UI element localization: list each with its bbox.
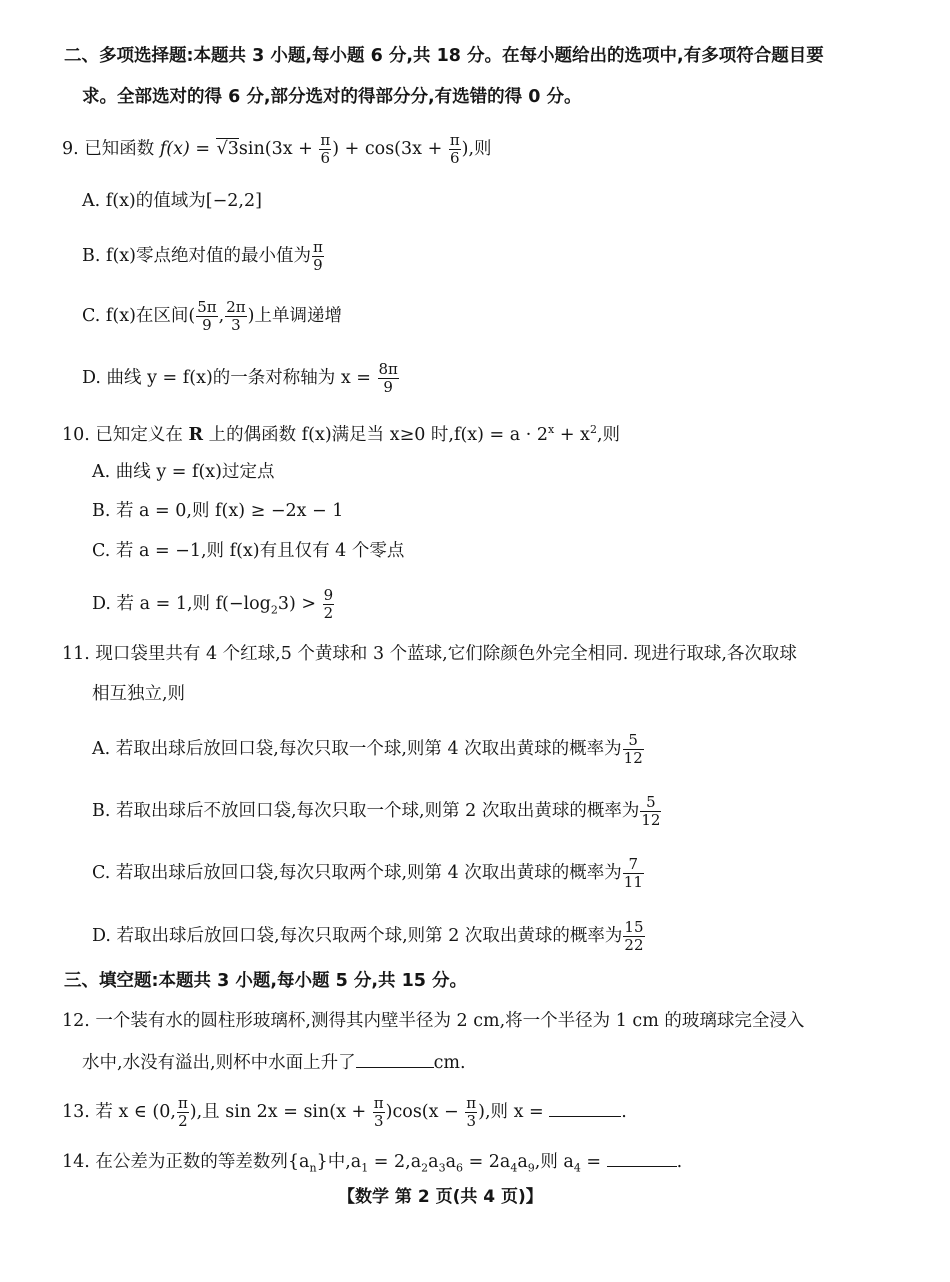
- question-9-stem: 9. 已知函数 f(x) = √3sin(3x + $\frac{\pi}{6}$ ) + cos(3x + $\frac{\pi}{6}$ ),则: [62, 131, 492, 167]
- answer-blank-12: [356, 1051, 434, 1068]
- question-11-option-d: D. 若取出球后放回口袋,每次只取两个球,则第 2 次取出黄球的概率为 $\frac{15}{22}$: [92, 918, 644, 954]
- question-10-option-a: A. 曲线 y = f(x)过定点: [92, 462, 275, 482]
- question-10-stem: 10. 已知定义在 R 上的偶函数 f(x)满足当 x≥0 时$,f(x) = a \cdot 2^x + x^2$,则: [62, 423, 621, 445]
- question-11-option-b: B. 若取出球后不放回口袋,每次只取一个球,则第 2 次取出黄球的概率为 $\frac{5}{12}$: [92, 793, 661, 829]
- question-9-option-b: B. f(x)零点绝对值的最小值为 $\frac{\pi}{9}$: [82, 238, 323, 274]
- section2-heading-line1: 二、多项选择题:本题共 3 小题,每小题 6 分,共 18 分。在每小题给出的选项中,有多项符合题目要: [64, 46, 824, 66]
- question-11-stem-line1: 11. 现口袋里共有 4 个红球,5 个黄球和 3 个蓝球,它们除颜色外完全相同. 现进行取球,各次取球: [62, 644, 797, 664]
- question-10-option-c: C. 若 a = −1,则 f(x)有且仅有 4 个零点: [92, 541, 405, 561]
- question-10-option-b: B. 若 a = 0,则 f(x) ≥ −2x − 1: [92, 501, 344, 521]
- page-footer: 【数学 第 2 页(共 4 页)】: [338, 1187, 543, 1207]
- question-10-option-d: D. 若 a = 1,则 $f(-\log_23)$ > $\frac{9}{2}$: [92, 586, 334, 622]
- question-12-line2: 水中,水没有溢出,则杯中水面上升了 cm.: [82, 1053, 466, 1073]
- question-11-option-a: A. 若取出球后放回口袋,每次只取一个球,则第 4 次取出黄球的概率为 $\frac{5}{12}$: [92, 731, 643, 767]
- section2-heading-line2: 求。全部选对的得 6 分,部分选对的得部分分,有选错的得 0 分。: [82, 87, 582, 107]
- question-11-stem-line2: 相互独立,则: [92, 684, 186, 704]
- question-9-option-a: A. f(x)的值域为[−2,2]: [82, 191, 262, 211]
- answer-blank-14: [607, 1150, 677, 1167]
- section3-heading: 三、填空题:本题共 3 小题,每小题 5 分,共 15 分。: [64, 971, 468, 991]
- question-12-line1: 12. 一个装有水的圆柱形玻璃杯,测得其内壁半径为 2 cm,将一个半径为 1 cm 的玻璃球完全浸入: [62, 1011, 805, 1031]
- question-9-option-c: C. f(x)在区间( $\frac{5\pi}{9}$ , $\frac{2\pi}{3}$ )上单调递增: [82, 298, 342, 334]
- question-9-option-d: D. 曲线 y = f(x)的一条对称轴为 x = $\frac{8\pi}{9}$: [82, 360, 398, 396]
- question-14: 14. 在公差为正数的等差数列$\{a_n\}$中$,a_1 = 2,a_2a_3a_6 = 2a_4a_9$,则 $a_4$ = .: [62, 1152, 683, 1175]
- question-13: 13. 若 x ∈ (0, $\frac{\pi}{2}$ ),且 sin 2x = sin(x + $\frac{\pi}{3}$ )cos(x − $\frac{\pi}{3}$ ),则 x = .: [62, 1094, 627, 1130]
- question-11-option-c: C. 若取出球后放回口袋,每次只取两个球,则第 4 次取出黄球的概率为 $\frac{7}{11}$: [92, 855, 643, 891]
- answer-blank-13: [549, 1100, 621, 1117]
